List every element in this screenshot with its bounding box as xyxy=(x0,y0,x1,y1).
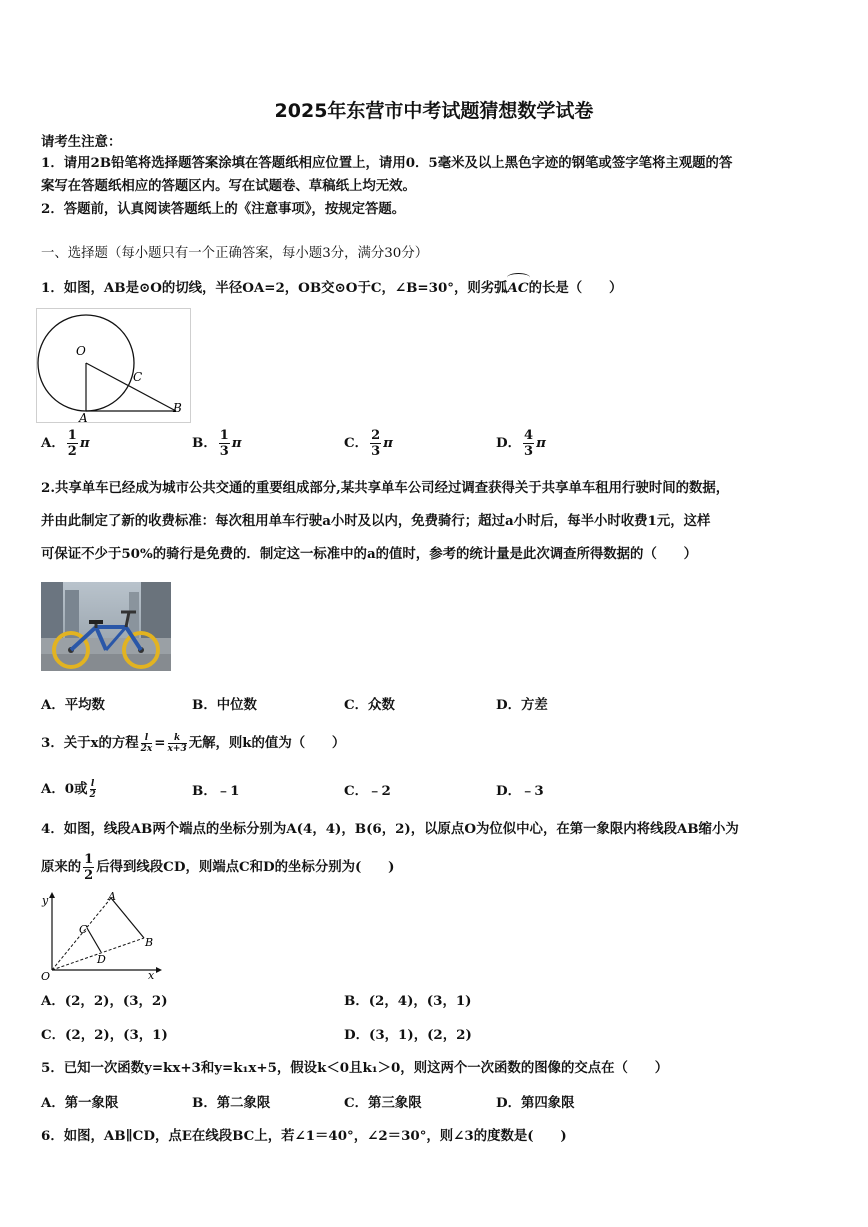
q4-label-b: B xyxy=(145,936,154,949)
question-5: 5．已知一次函数y=kx+3和y=k₁x+5，假设k＜0且k₁＞0，则这两个一次函数的图像的交点在（ ） xyxy=(41,1060,669,1076)
q4-label-c: C xyxy=(79,923,88,936)
q5-option-d[interactable]: D．第四象限 xyxy=(496,1095,575,1111)
q4-coordinate-figure xyxy=(38,890,163,982)
q4-option-b[interactable]: B．(2，4)，(3，1) xyxy=(344,993,472,1009)
q1-text-b: 的长是（ ） xyxy=(528,280,623,296)
q4-label-d: D xyxy=(97,953,106,966)
q5-option-a[interactable]: A．第一象限 xyxy=(41,1095,119,1111)
notice-item-1a: 1．请用2B铅笔将选择题答案涂填在答题纸相应位置上，请用0．5毫米及以上黑色字迹的钢笔或签字笔将主观题的答 xyxy=(41,155,733,171)
q3-option-d[interactable]: D．﹣3 xyxy=(496,783,544,799)
q3-option-b[interactable]: B．﹣1 xyxy=(192,783,240,799)
q3-rhs-fraction: $\frac{k}{x+3}$ xyxy=(167,733,187,754)
q1-label-b: B xyxy=(173,401,182,415)
question-1 xyxy=(41,278,831,298)
q1-label-o: O xyxy=(76,344,86,358)
q1-label-c: C xyxy=(133,370,143,384)
q4-label-x: x xyxy=(148,969,155,982)
q1-option-d[interactable]: D． $\frac{4}{3}$ π xyxy=(496,428,546,459)
exam-title: 2025年东营市中考试题猜想数学试卷 xyxy=(274,100,594,122)
q2-line-1: 2.共享单车已经成为城市公共交通的重要组成部分,某共享单车公司经过调查获得关于共享单车租用行驶时间的数据， xyxy=(41,480,730,496)
q2-line-2: 并由此制定了新的收费标准：每次租用单车行驶a小时及以内，免费骑行；超过a小时后，每半小时收费1元，这样 xyxy=(41,513,711,529)
q4-line-2: 原来的 $\frac{1}{2}$ 后得到线段CD，则端点C和D的坐标分别为( ) xyxy=(41,852,395,883)
q3-lhs-fraction: $\frac{l}{2x}$ xyxy=(140,733,153,754)
q1-arc-ac: AC xyxy=(507,280,529,296)
q2-option-c[interactable]: C．众数 xyxy=(344,697,395,713)
notice-item-2: 2．答题前，认真阅读答题纸上的《注意事项》，按规定答题。 xyxy=(41,201,406,217)
q2-line-3: 可保证不少于50%的骑行是免费的．制定这一标准中的a的值时，参考的统计量是此次调查所得数据的（ ） xyxy=(41,546,697,562)
q4-option-d[interactable]: D．(3，1)，(2，2) xyxy=(344,1027,472,1043)
q4-label-o: O xyxy=(41,970,51,982)
q4-label-y: y xyxy=(42,894,49,907)
q2-option-a[interactable]: A．平均数 xyxy=(41,697,105,713)
question-3: 3．关于x的方程 $\frac{l}{2x}$ = $\frac{k}{x+3}$ 无解，则k的值为（ ） xyxy=(41,733,346,754)
q1-option-c[interactable]: C． $\frac{2}{3}$ π xyxy=(344,428,393,459)
q3-option-a[interactable]: A．0或 $\frac{l}{2}$ xyxy=(41,779,96,800)
q1-text-a: 1．如图，AB是⊙O的切线，半径OA=2，OB交⊙O于C，∠B=30°，则劣弧 xyxy=(41,280,508,296)
q5-option-c[interactable]: C．第三象限 xyxy=(344,1095,422,1111)
q2-bicycle-photo xyxy=(41,582,171,671)
question-6: 6．如图，AB∥CD，点E在线段BC上，若∠1＝40°，∠2＝30°，则∠3的度数是( ) xyxy=(41,1128,567,1144)
notice-heading: 请考生注意： xyxy=(41,134,122,150)
q4-option-c[interactable]: C．(2，2)，(3，1) xyxy=(41,1027,168,1043)
q2-option-d[interactable]: D．方差 xyxy=(496,697,548,713)
q4-line-1: 4．如图，线段AB两个端点的坐标分别为A(4，4)，B(6，2)，以原点O为位似中心，在第一象限内将线段AB缩小为 xyxy=(41,821,739,837)
q4-option-a[interactable]: A．(2，2)，(3，2) xyxy=(41,993,168,1009)
q5-option-b[interactable]: B．第二象限 xyxy=(192,1095,271,1111)
q1-label-a: A xyxy=(79,411,88,423)
notice-item-1b: 案写在答题纸相应的答题区内。写在试题卷、草稿纸上均无效。 xyxy=(41,178,416,194)
q1-option-b[interactable]: B． $\frac{1}{3}$ π xyxy=(192,428,242,459)
q4-label-a: A xyxy=(108,890,116,903)
q3-option-c[interactable]: C．﹣2 xyxy=(344,783,391,799)
q1-circle-figure xyxy=(36,308,191,423)
q2-option-b[interactable]: B．中位数 xyxy=(192,697,257,713)
q1-option-a[interactable]: A． $\frac{1}{2}$ π xyxy=(41,428,90,459)
section-heading: 一、选择题（每小题只有一个正确答案，每小题3分，满分30分） xyxy=(41,246,429,261)
